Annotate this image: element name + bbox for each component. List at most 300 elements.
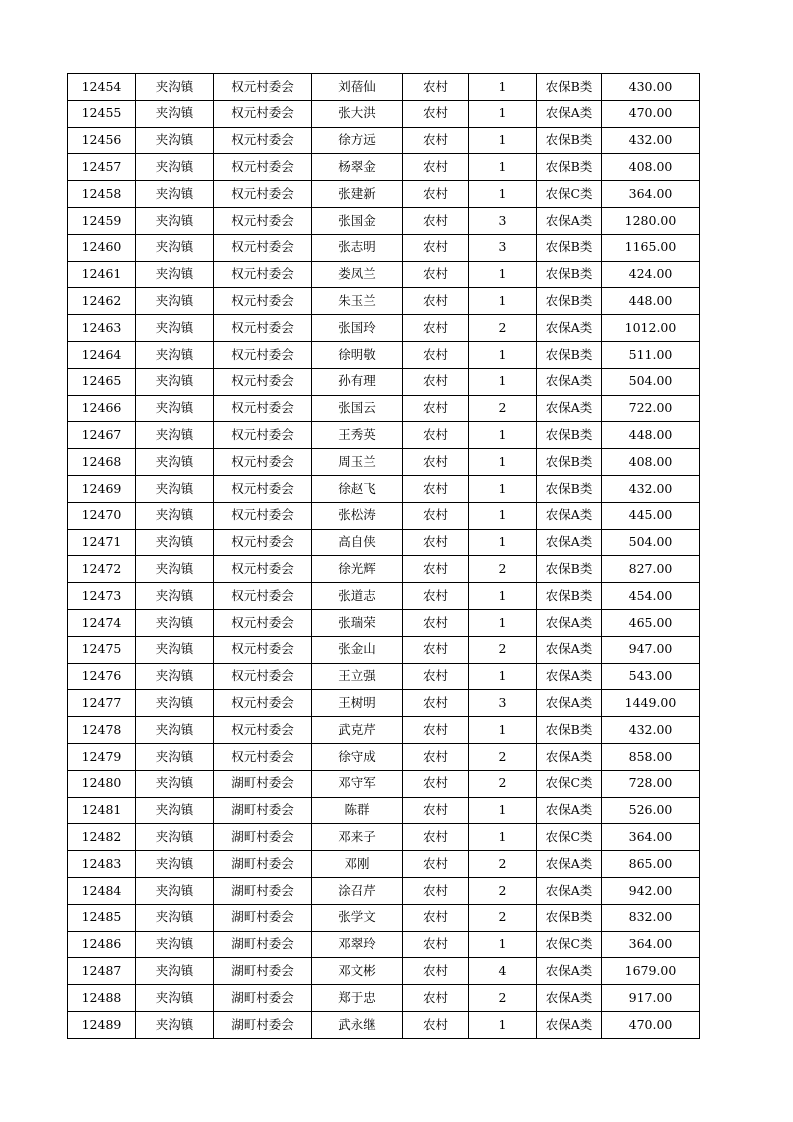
- town-cell: 夹沟镇: [136, 743, 214, 770]
- table-row: [68, 127, 700, 154]
- household-type-cell: 农村: [403, 154, 469, 181]
- table-row: [68, 502, 700, 529]
- id-cell: 12484: [68, 877, 136, 904]
- household-type-cell: 农村: [403, 529, 469, 556]
- name-cell: 张国玲: [312, 315, 403, 342]
- member-count-cell: 1: [469, 529, 537, 556]
- household-type-cell: 农村: [403, 797, 469, 824]
- village-cell: 权元村委会: [214, 368, 312, 395]
- name-cell: 杨翠金: [312, 154, 403, 181]
- member-count-cell: 2: [469, 636, 537, 663]
- member-count-cell: 2: [469, 556, 537, 583]
- town-cell: 夹沟镇: [136, 985, 214, 1012]
- category-cell: 农保B类: [537, 154, 602, 181]
- table-row: [68, 690, 700, 717]
- id-cell: 12478: [68, 717, 136, 744]
- category-cell: 农保B类: [537, 449, 602, 476]
- village-cell: 湖町村委会: [214, 1011, 312, 1038]
- village-cell: 湖町村委会: [214, 770, 312, 797]
- member-count-cell: 1: [469, 663, 537, 690]
- village-cell: 权元村委会: [214, 315, 312, 342]
- category-cell: 农保A类: [537, 958, 602, 985]
- category-cell: 农保A类: [537, 851, 602, 878]
- table-row: [68, 717, 700, 744]
- id-cell: 12476: [68, 663, 136, 690]
- amount-cell: 445.00: [602, 502, 700, 529]
- amount-cell: 432.00: [602, 717, 700, 744]
- name-cell: 徐守成: [312, 743, 403, 770]
- table-row: [68, 74, 700, 101]
- name-cell: 张金山: [312, 636, 403, 663]
- member-count-cell: 3: [469, 234, 537, 261]
- category-cell: 农保B类: [537, 234, 602, 261]
- town-cell: 夹沟镇: [136, 663, 214, 690]
- village-cell: 权元村委会: [214, 475, 312, 502]
- town-cell: 夹沟镇: [136, 797, 214, 824]
- category-cell: 农保A类: [537, 368, 602, 395]
- category-cell: 农保B类: [537, 341, 602, 368]
- town-cell: 夹沟镇: [136, 1011, 214, 1038]
- amount-cell: 827.00: [602, 556, 700, 583]
- amount-cell: 1012.00: [602, 315, 700, 342]
- village-cell: 湖町村委会: [214, 824, 312, 851]
- household-type-cell: 农村: [403, 368, 469, 395]
- table-row: [68, 609, 700, 636]
- town-cell: 夹沟镇: [136, 395, 214, 422]
- household-type-cell: 农村: [403, 609, 469, 636]
- id-cell: 12470: [68, 502, 136, 529]
- member-count-cell: 1: [469, 1011, 537, 1038]
- town-cell: 夹沟镇: [136, 556, 214, 583]
- household-type-cell: 农村: [403, 475, 469, 502]
- table-row: [68, 985, 700, 1012]
- village-cell: 湖町村委会: [214, 877, 312, 904]
- name-cell: 刘蓓仙: [312, 74, 403, 101]
- category-cell: 农保B类: [537, 583, 602, 610]
- name-cell: 高自侠: [312, 529, 403, 556]
- amount-cell: 947.00: [602, 636, 700, 663]
- table-row: [68, 636, 700, 663]
- table-row: [68, 797, 700, 824]
- town-cell: 夹沟镇: [136, 636, 214, 663]
- id-cell: 12460: [68, 234, 136, 261]
- household-type-cell: 农村: [403, 743, 469, 770]
- village-cell: 权元村委会: [214, 154, 312, 181]
- category-cell: 农保A类: [537, 743, 602, 770]
- id-cell: 12464: [68, 341, 136, 368]
- name-cell: 武永继: [312, 1011, 403, 1038]
- town-cell: 夹沟镇: [136, 261, 214, 288]
- amount-cell: 832.00: [602, 904, 700, 931]
- household-type-cell: 农村: [403, 341, 469, 368]
- name-cell: 娄凤兰: [312, 261, 403, 288]
- amount-cell: 511.00: [602, 341, 700, 368]
- town-cell: 夹沟镇: [136, 609, 214, 636]
- id-cell: 12477: [68, 690, 136, 717]
- member-count-cell: 4: [469, 958, 537, 985]
- name-cell: 张志明: [312, 234, 403, 261]
- amount-cell: 526.00: [602, 797, 700, 824]
- category-cell: 农保A类: [537, 395, 602, 422]
- amount-cell: 1449.00: [602, 690, 700, 717]
- table-row: [68, 422, 700, 449]
- town-cell: 夹沟镇: [136, 958, 214, 985]
- name-cell: 邓来子: [312, 824, 403, 851]
- member-count-cell: 3: [469, 207, 537, 234]
- member-count-cell: 1: [469, 261, 537, 288]
- village-cell: 权元村委会: [214, 663, 312, 690]
- village-cell: 权元村委会: [214, 341, 312, 368]
- member-count-cell: 2: [469, 315, 537, 342]
- member-count-cell: 1: [469, 127, 537, 154]
- town-cell: 夹沟镇: [136, 207, 214, 234]
- table-row: [68, 958, 700, 985]
- amount-cell: 722.00: [602, 395, 700, 422]
- member-count-cell: 1: [469, 475, 537, 502]
- household-type-cell: 农村: [403, 717, 469, 744]
- records-table: [67, 73, 700, 1039]
- table-row: [68, 261, 700, 288]
- id-cell: 12489: [68, 1011, 136, 1038]
- town-cell: 夹沟镇: [136, 717, 214, 744]
- household-type-cell: 农村: [403, 556, 469, 583]
- name-cell: 孙有理: [312, 368, 403, 395]
- village-cell: 权元村委会: [214, 690, 312, 717]
- village-cell: 权元村委会: [214, 529, 312, 556]
- village-cell: 权元村委会: [214, 556, 312, 583]
- category-cell: 农保B类: [537, 422, 602, 449]
- member-count-cell: 3: [469, 690, 537, 717]
- town-cell: 夹沟镇: [136, 74, 214, 101]
- id-cell: 12461: [68, 261, 136, 288]
- id-cell: 12459: [68, 207, 136, 234]
- table-row: [68, 851, 700, 878]
- household-type-cell: 农村: [403, 234, 469, 261]
- category-cell: 农保B类: [537, 74, 602, 101]
- village-cell: 权元村委会: [214, 636, 312, 663]
- name-cell: 邓翠玲: [312, 931, 403, 958]
- category-cell: 农保B类: [537, 288, 602, 315]
- household-type-cell: 农村: [403, 636, 469, 663]
- category-cell: 农保A类: [537, 877, 602, 904]
- town-cell: 夹沟镇: [136, 234, 214, 261]
- member-count-cell: 1: [469, 931, 537, 958]
- amount-cell: 470.00: [602, 100, 700, 127]
- id-cell: 12480: [68, 770, 136, 797]
- household-type-cell: 农村: [403, 261, 469, 288]
- category-cell: 农保C类: [537, 181, 602, 208]
- id-cell: 12462: [68, 288, 136, 315]
- table-row: [68, 315, 700, 342]
- town-cell: 夹沟镇: [136, 770, 214, 797]
- category-cell: 农保C类: [537, 770, 602, 797]
- village-cell: 湖町村委会: [214, 931, 312, 958]
- member-count-cell: 2: [469, 904, 537, 931]
- amount-cell: 432.00: [602, 127, 700, 154]
- household-type-cell: 农村: [403, 449, 469, 476]
- table-row: [68, 1011, 700, 1038]
- amount-cell: 448.00: [602, 288, 700, 315]
- member-count-cell: 1: [469, 449, 537, 476]
- member-count-cell: 1: [469, 74, 537, 101]
- household-type-cell: 农村: [403, 824, 469, 851]
- household-type-cell: 农村: [403, 770, 469, 797]
- table-row: [68, 449, 700, 476]
- village-cell: 权元村委会: [214, 609, 312, 636]
- household-type-cell: 农村: [403, 422, 469, 449]
- id-cell: 12481: [68, 797, 136, 824]
- member-count-cell: 2: [469, 877, 537, 904]
- category-cell: 农保A类: [537, 502, 602, 529]
- amount-cell: 858.00: [602, 743, 700, 770]
- town-cell: 夹沟镇: [136, 100, 214, 127]
- member-count-cell: 2: [469, 851, 537, 878]
- member-count-cell: 1: [469, 368, 537, 395]
- id-cell: 12488: [68, 985, 136, 1012]
- amount-cell: 728.00: [602, 770, 700, 797]
- id-cell: 12456: [68, 127, 136, 154]
- category-cell: 农保B类: [537, 475, 602, 502]
- name-cell: 邓刚: [312, 851, 403, 878]
- amount-cell: 917.00: [602, 985, 700, 1012]
- village-cell: 湖町村委会: [214, 904, 312, 931]
- household-type-cell: 农村: [403, 1011, 469, 1038]
- town-cell: 夹沟镇: [136, 181, 214, 208]
- table-row: [68, 770, 700, 797]
- id-cell: 12463: [68, 315, 136, 342]
- town-cell: 夹沟镇: [136, 529, 214, 556]
- household-type-cell: 农村: [403, 877, 469, 904]
- name-cell: 邓文彬: [312, 958, 403, 985]
- amount-cell: 364.00: [602, 931, 700, 958]
- household-type-cell: 农村: [403, 931, 469, 958]
- id-cell: 12482: [68, 824, 136, 851]
- id-cell: 12475: [68, 636, 136, 663]
- member-count-cell: 1: [469, 502, 537, 529]
- table-row: [68, 100, 700, 127]
- table-row: [68, 824, 700, 851]
- village-cell: 湖町村委会: [214, 851, 312, 878]
- village-cell: 权元村委会: [214, 207, 312, 234]
- amount-cell: 408.00: [602, 449, 700, 476]
- table-row: [68, 877, 700, 904]
- id-cell: 12457: [68, 154, 136, 181]
- town-cell: 夹沟镇: [136, 422, 214, 449]
- category-cell: 农保B类: [537, 717, 602, 744]
- name-cell: 张学文: [312, 904, 403, 931]
- name-cell: 朱玉兰: [312, 288, 403, 315]
- town-cell: 夹沟镇: [136, 851, 214, 878]
- member-count-cell: 2: [469, 985, 537, 1012]
- amount-cell: 430.00: [602, 74, 700, 101]
- category-cell: 农保A类: [537, 609, 602, 636]
- member-count-cell: 1: [469, 181, 537, 208]
- id-cell: 12473: [68, 583, 136, 610]
- household-type-cell: 农村: [403, 502, 469, 529]
- village-cell: 权元村委会: [214, 181, 312, 208]
- amount-cell: 1165.00: [602, 234, 700, 261]
- town-cell: 夹沟镇: [136, 368, 214, 395]
- category-cell: 农保B类: [537, 904, 602, 931]
- village-cell: 权元村委会: [214, 288, 312, 315]
- village-cell: 权元村委会: [214, 74, 312, 101]
- member-count-cell: 1: [469, 422, 537, 449]
- village-cell: 权元村委会: [214, 100, 312, 127]
- name-cell: 徐赵飞: [312, 475, 403, 502]
- table-row: [68, 288, 700, 315]
- table-row: [68, 931, 700, 958]
- village-cell: 权元村委会: [214, 502, 312, 529]
- amount-cell: 1679.00: [602, 958, 700, 985]
- category-cell: 农保C类: [537, 824, 602, 851]
- table-row: [68, 181, 700, 208]
- name-cell: 王立强: [312, 663, 403, 690]
- name-cell: 张松涛: [312, 502, 403, 529]
- household-type-cell: 农村: [403, 288, 469, 315]
- town-cell: 夹沟镇: [136, 288, 214, 315]
- member-count-cell: 1: [469, 288, 537, 315]
- household-type-cell: 农村: [403, 663, 469, 690]
- category-cell: 农保A类: [537, 636, 602, 663]
- town-cell: 夹沟镇: [136, 877, 214, 904]
- table-row: [68, 583, 700, 610]
- village-cell: 湖町村委会: [214, 985, 312, 1012]
- amount-cell: 942.00: [602, 877, 700, 904]
- village-cell: 湖町村委会: [214, 958, 312, 985]
- member-count-cell: 1: [469, 824, 537, 851]
- town-cell: 夹沟镇: [136, 449, 214, 476]
- table-row: [68, 207, 700, 234]
- town-cell: 夹沟镇: [136, 824, 214, 851]
- amount-cell: 364.00: [602, 181, 700, 208]
- name-cell: 张国云: [312, 395, 403, 422]
- category-cell: 农保A类: [537, 690, 602, 717]
- village-cell: 权元村委会: [214, 127, 312, 154]
- household-type-cell: 农村: [403, 74, 469, 101]
- village-cell: 权元村委会: [214, 234, 312, 261]
- category-cell: 农保B类: [537, 556, 602, 583]
- amount-cell: 448.00: [602, 422, 700, 449]
- village-cell: 权元村委会: [214, 583, 312, 610]
- table-row: [68, 154, 700, 181]
- amount-cell: 424.00: [602, 261, 700, 288]
- id-cell: 12479: [68, 743, 136, 770]
- member-count-cell: 1: [469, 100, 537, 127]
- table-row: [68, 663, 700, 690]
- table-row: [68, 743, 700, 770]
- amount-cell: 504.00: [602, 368, 700, 395]
- table-row: [68, 395, 700, 422]
- member-count-cell: 1: [469, 717, 537, 744]
- id-cell: 12468: [68, 449, 136, 476]
- name-cell: 郑于忠: [312, 985, 403, 1012]
- village-cell: 权元村委会: [214, 261, 312, 288]
- village-cell: 权元村委会: [214, 743, 312, 770]
- household-type-cell: 农村: [403, 583, 469, 610]
- name-cell: 涂召芹: [312, 877, 403, 904]
- id-cell: 12458: [68, 181, 136, 208]
- name-cell: 邓守军: [312, 770, 403, 797]
- household-type-cell: 农村: [403, 904, 469, 931]
- name-cell: 张建新: [312, 181, 403, 208]
- records-table-body: [68, 74, 700, 1039]
- town-cell: 夹沟镇: [136, 931, 214, 958]
- id-cell: 12486: [68, 931, 136, 958]
- name-cell: 王树明: [312, 690, 403, 717]
- household-type-cell: 农村: [403, 100, 469, 127]
- name-cell: 王秀英: [312, 422, 403, 449]
- amount-cell: 454.00: [602, 583, 700, 610]
- member-count-cell: 1: [469, 583, 537, 610]
- household-type-cell: 农村: [403, 395, 469, 422]
- town-cell: 夹沟镇: [136, 127, 214, 154]
- village-cell: 权元村委会: [214, 717, 312, 744]
- name-cell: 张瑞荣: [312, 609, 403, 636]
- id-cell: 12471: [68, 529, 136, 556]
- category-cell: 农保C类: [537, 931, 602, 958]
- table-row: [68, 341, 700, 368]
- member-count-cell: 2: [469, 395, 537, 422]
- amount-cell: 1280.00: [602, 207, 700, 234]
- amount-cell: 865.00: [602, 851, 700, 878]
- household-type-cell: 农村: [403, 690, 469, 717]
- category-cell: 农保A类: [537, 985, 602, 1012]
- household-type-cell: 农村: [403, 851, 469, 878]
- id-cell: 12474: [68, 609, 136, 636]
- amount-cell: 543.00: [602, 663, 700, 690]
- town-cell: 夹沟镇: [136, 475, 214, 502]
- village-cell: 权元村委会: [214, 395, 312, 422]
- member-count-cell: 2: [469, 743, 537, 770]
- member-count-cell: 1: [469, 341, 537, 368]
- category-cell: 农保A类: [537, 315, 602, 342]
- table-row: [68, 234, 700, 261]
- name-cell: 周玉兰: [312, 449, 403, 476]
- amount-cell: 470.00: [602, 1011, 700, 1038]
- household-type-cell: 农村: [403, 315, 469, 342]
- table-row: [68, 368, 700, 395]
- amount-cell: 504.00: [602, 529, 700, 556]
- amount-cell: 364.00: [602, 824, 700, 851]
- id-cell: 12454: [68, 74, 136, 101]
- table-row: [68, 904, 700, 931]
- name-cell: 徐明敬: [312, 341, 403, 368]
- name-cell: 陈群: [312, 797, 403, 824]
- member-count-cell: 1: [469, 797, 537, 824]
- name-cell: 徐光辉: [312, 556, 403, 583]
- household-type-cell: 农村: [403, 127, 469, 154]
- category-cell: 农保B类: [537, 127, 602, 154]
- name-cell: 徐方远: [312, 127, 403, 154]
- household-type-cell: 农村: [403, 958, 469, 985]
- village-cell: 湖町村委会: [214, 797, 312, 824]
- category-cell: 农保A类: [537, 100, 602, 127]
- id-cell: 12469: [68, 475, 136, 502]
- town-cell: 夹沟镇: [136, 341, 214, 368]
- town-cell: 夹沟镇: [136, 690, 214, 717]
- town-cell: 夹沟镇: [136, 315, 214, 342]
- name-cell: 张国金: [312, 207, 403, 234]
- id-cell: 12483: [68, 851, 136, 878]
- category-cell: 农保B类: [537, 261, 602, 288]
- town-cell: 夹沟镇: [136, 502, 214, 529]
- member-count-cell: 2: [469, 770, 537, 797]
- town-cell: 夹沟镇: [136, 904, 214, 931]
- amount-cell: 432.00: [602, 475, 700, 502]
- id-cell: 12455: [68, 100, 136, 127]
- name-cell: 张道志: [312, 583, 403, 610]
- household-type-cell: 农村: [403, 181, 469, 208]
